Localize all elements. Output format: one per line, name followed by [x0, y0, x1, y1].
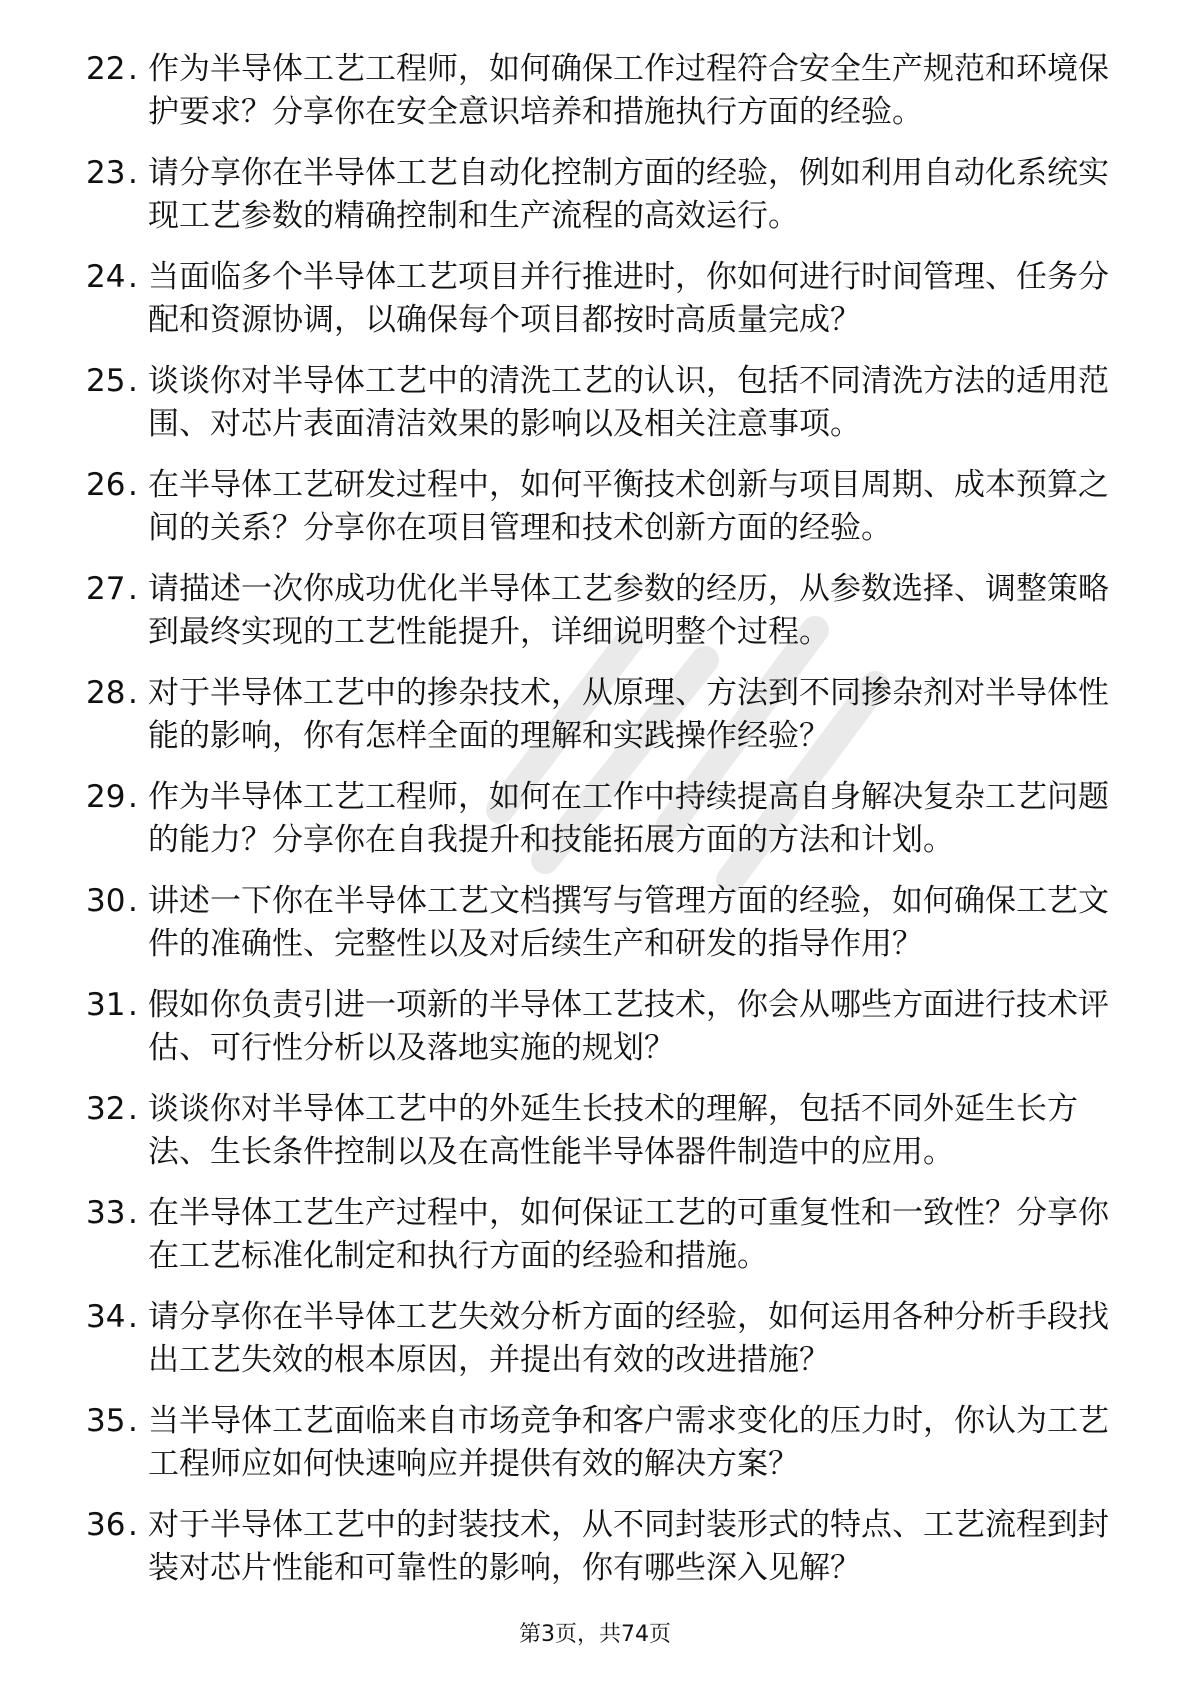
question-text: 在半导体工艺生产过程中，如何保证工艺的可重复性和一致性？分享你在工艺标准化制定和执行方面的经验和措施。	[148, 1195, 1109, 1274]
question-item-30	[86, 880, 1126, 966]
question-dot: .	[128, 467, 138, 503]
question-item-27	[86, 568, 1126, 654]
question-item-22	[86, 48, 1126, 134]
question-text: 对于半导体工艺中的掺杂技术，从原理、方法到不同掺杂剂对半导体性能的影响，你有怎样全面的理解和实践操作经验？	[148, 675, 1109, 754]
question-dot: .	[128, 1403, 138, 1439]
question-number: 32	[86, 1091, 126, 1127]
question-dot: .	[128, 363, 138, 399]
question-text: 作为半导体工艺工程师，如何确保工作过程符合安全生产规范和环境保护要求？分享你在安全意识培养和措施执行方面的经验。	[148, 51, 1109, 130]
question-text: 对于半导体工艺中的封装技术，从不同封装形式的特点、工艺流程到封装对芯片性能和可靠性的影响，你有哪些深入见解？	[148, 1507, 1109, 1586]
page-number-label: 第3页，共74页	[519, 1622, 671, 1647]
question-dot: .	[128, 51, 138, 87]
question-item-31	[86, 984, 1126, 1070]
page-footer	[0, 1620, 1190, 1650]
question-text: 当半导体工艺面临来自市场竞争和客户需求变化的压力时，你认为工艺工程师应如何快速响应并提供有效的解决方案？	[148, 1403, 1109, 1482]
question-text: 请描述一次你成功优化半导体工艺参数的经历，从参数选择、调整策略到最终实现的工艺性能提升，详细说明整个过程。	[148, 571, 1109, 650]
question-dot: .	[128, 1507, 138, 1543]
question-item-34	[86, 1296, 1126, 1382]
question-number: 23	[86, 155, 126, 191]
question-text: 谈谈你对半导体工艺中的清洗工艺的认识，包括不同清洗方法的适用范围、对芯片表面清洁效果的影响以及相关注意事项。	[148, 363, 1109, 442]
question-dot: .	[128, 571, 138, 607]
question-item-26	[86, 464, 1126, 550]
question-text: 在半导体工艺研发过程中，如何平衡技术创新与项目周期、成本预算之间的关系？分享你在项目管理和技术创新方面的经验。	[148, 467, 1109, 546]
question-text: 当面临多个半导体工艺项目并行推进时，你如何进行时间管理、任务分配和资源协调，以确保每个项目都按时高质量完成？	[148, 259, 1109, 338]
question-number: 26	[86, 467, 126, 503]
question-dot: .	[128, 1299, 138, 1335]
question-number: 27	[86, 571, 126, 607]
question-dot: .	[128, 155, 138, 191]
question-item-28	[86, 672, 1126, 758]
question-text: 假如你负责引进一项新的半导体工艺技术，你会从哪些方面进行技术评估、可行性分析以及落地实施的规划？	[148, 987, 1109, 1066]
question-item-35	[86, 1400, 1126, 1486]
question-number: 28	[86, 675, 126, 711]
question-item-32	[86, 1088, 1126, 1174]
question-text: 谈谈你对半导体工艺中的外延生长技术的理解，包括不同外延生长方法、生长条件控制以及在高性能半导体器件制造中的应用。	[148, 1091, 1078, 1170]
question-item-23	[86, 152, 1126, 238]
question-dot: .	[128, 987, 138, 1023]
question-number: 22	[86, 51, 126, 87]
question-dot: .	[128, 259, 138, 295]
question-number: 29	[86, 779, 126, 815]
question-dot: .	[128, 883, 138, 919]
question-number: 31	[86, 987, 126, 1023]
question-text: 请分享你在半导体工艺失效分析方面的经验，如何运用各种分析手段找出工艺失效的根本原因，并提出有效的改进措施？	[148, 1299, 1109, 1378]
question-number: 36	[86, 1507, 126, 1543]
question-number: 30	[86, 883, 126, 919]
question-number: 24	[86, 259, 126, 295]
question-number: 33	[86, 1195, 126, 1231]
question-item-24	[86, 256, 1126, 342]
question-item-33	[86, 1192, 1126, 1278]
question-number: 25	[86, 363, 126, 399]
question-text: 作为半导体工艺工程师，如何在工作中持续提高自身解决复杂工艺问题的能力？分享你在自我提升和技能拓展方面的方法和计划。	[148, 779, 1109, 858]
question-dot: .	[128, 675, 138, 711]
question-item-36	[86, 1504, 1126, 1590]
question-text: 请分享你在半导体工艺自动化控制方面的经验，例如利用自动化系统实现工艺参数的精确控制和生产流程的高效运行。	[148, 155, 1109, 234]
question-dot: .	[128, 1195, 138, 1231]
question-dot: .	[128, 779, 138, 815]
question-number: 34	[86, 1299, 126, 1335]
question-list	[86, 48, 1126, 1608]
question-text: 讲述一下你在半导体工艺文档撰写与管理方面的经验，如何确保工艺文件的准确性、完整性以及对后续生产和研发的指导作用？	[148, 883, 1109, 962]
question-number: 35	[86, 1403, 126, 1439]
question-dot: .	[128, 1091, 138, 1127]
question-item-25	[86, 360, 1126, 446]
question-item-29	[86, 776, 1126, 862]
